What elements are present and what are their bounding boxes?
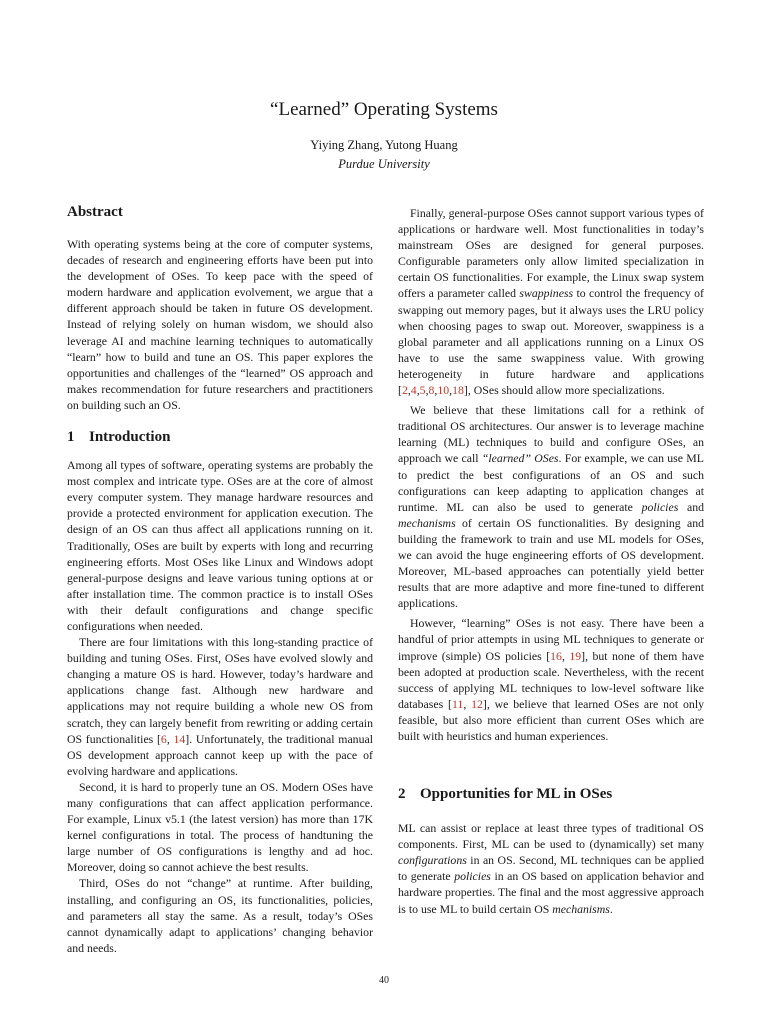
citation-link[interactable]: 4 [410,383,417,398]
citation-link[interactable]: 14 [173,731,186,746]
citation-link[interactable]: 10 [437,383,450,398]
right-column [398,205,704,917]
section-2-heading [398,784,704,804]
citation-link[interactable]: 11 [451,696,464,711]
section-2-title: Opportunities for ML in OSes [420,786,613,803]
page-number: 40 [379,975,389,986]
citation-link[interactable]: 12 [471,696,483,711]
paper-authors: Yiying Zhang, Yutong Huang [310,138,458,152]
citation-link[interactable]: 18 [452,383,464,398]
section-2-number: 2 [398,786,406,803]
paper-affiliation: Purdue University [338,157,430,171]
intro-heading [67,427,373,447]
citation-link[interactable]: 6 [160,731,167,746]
citation-group: 2,4,5,8,10,18 [401,383,464,398]
intro-paragraph-2: There are four limitations with this long-standing practice of building and tuning OSes. First, OSes have evolved slowly and changing a mature OS is hard. However, today’s hardware and applications change fast. Although new hardware and applications may not require building a whole new OS from scratch, they can largely benefit from rewriting or adding certain OS functionalities [6, 14]. Unfortunately, the traditional manual OS development approach cannot keep up with the pace of evolving hardware and applications. [67,635,373,778]
citation-link[interactable]: 5 [419,383,426,398]
citation-link[interactable]: 8 [428,383,435,398]
abstract-heading: Abstract [67,204,123,220]
intro-paragraph-4: Third, OSes do not “change” at runtime. After building, installing, and configuring an OS, its functionalities, policies, and parameters all stay the same. As a result, today’s OSes cannot dynamically adapt to applications’ changing behavior and needs. [67,876,373,955]
intro-number: 1 [67,429,75,446]
left-column [67,202,373,956]
intro-paragraph-1: Among all types of software, operating systems are probably the most complex and intricate type. OSes are at the core of almost every computer system. They manage hardware resources and provide a protected environment for application execution. The design of an OS can thus affect all applications running on it. Traditionally, OSes are built by experts with long and recurring engineering efforts. Most OSes like Linux and Windows adopt general-purpose designs and leave various tuning options at or after installation time. The common practice is to install OSes with their default configurations and change specific configurations when needed. [67,458,373,633]
citation-link[interactable]: 16 [550,648,562,663]
intro-title: Introduction [89,429,171,446]
paper-title: “Learned” Operating Systems [270,99,498,120]
section-2-paragraph-1: ML can assist or replace at least three types of traditional OS components. First, ML can be used to (dynamically) set many configurations in an OS. Second, ML techniques can be applied to generate policies in an OS based on application behavior and hardware properties. The final and the most aggressive approach is to use ML to build certain OS mechanisms. [398,821,704,916]
right-paragraph-1: Finally, general-purpose OSes cannot support various types of applications or hardware well. Most functionalities in today’s mainstream OSes are designed for general purposes. Configurable parameters only allow limited specialization in certain OS functionalities. For example, the Linux swap system offers a parameter called swappiness to control the frequency of swapping out memory pages, but it always uses the LRU policy when choosing pages to swap out. Moreover, swappiness is a global parameter and all applications running on a Linux OS have to use the same swappiness value. With growing heterogeneity in future hardware and applications [2,4,5,8,10,18], OSes should allow more specializations. [398,206,704,398]
abstract-text: With operating systems being at the core of computer systems, decades of research and engineering efforts have been put into the development of OSes. To keep pace with the speed of modern hardware and application evolvement, we argue that a different approach should be taken in future OS development. Instead of relying solely on human wisdom, we should also leverage AI and machine learning techniques to automatically “learn” how to build and tune an OS. This paper explores the opportunities and challenges of the “learned” OS approach and makes recommendation for future researchers and practitioners on building such an OS. [67,237,373,412]
right-paragraph-3: However, “learning” OSes is not easy. There have been a handful of prior attempts in using ML techniques to generate or improve (simple) OS policies [16, 19], but none of them have been adopted at production scale. Nevertheless, with the recent success of applying ML techniques to low-level software like databases [11, 12], we believe that learned OSes are not only feasible, but also more efficient than current OSes which are built with heuristics and human experiences. [398,616,704,743]
citation-link[interactable]: 19 [569,648,582,663]
citation-link[interactable]: 2 [401,383,408,398]
intro-paragraph-3: Second, it is hard to properly tune an OS. Modern OSes have many configurations that can affect application performance. For example, Linux v5.1 (the latest version) has more than 17K kernel configurations in total. The process of handtuning the large number of OS configurations is lengthy and ad hoc. Moreover, doing so cannot achieve the best results. [67,779,373,875]
right-paragraph-2: We believe that these limitations call for a rethink of traditional OS architectures. Our answer is to leverage machine learning (ML) techniques to build and configure OSes, an approach we call “learned” OSes. For example, we can use ML to predict the best configurations of an OS and such configurations can keep adapting to application changes at runtime. ML can also be used to generate policies and mechanisms of certain OS functionalities. By designing and building the framework to train and use ML models for OSes, we can avoid the huge engineering efforts of OS development. Moreover, ML-based approaches can potentially yield better results that are more adaptive and more fine-tuned to different applications. [398,403,705,611]
